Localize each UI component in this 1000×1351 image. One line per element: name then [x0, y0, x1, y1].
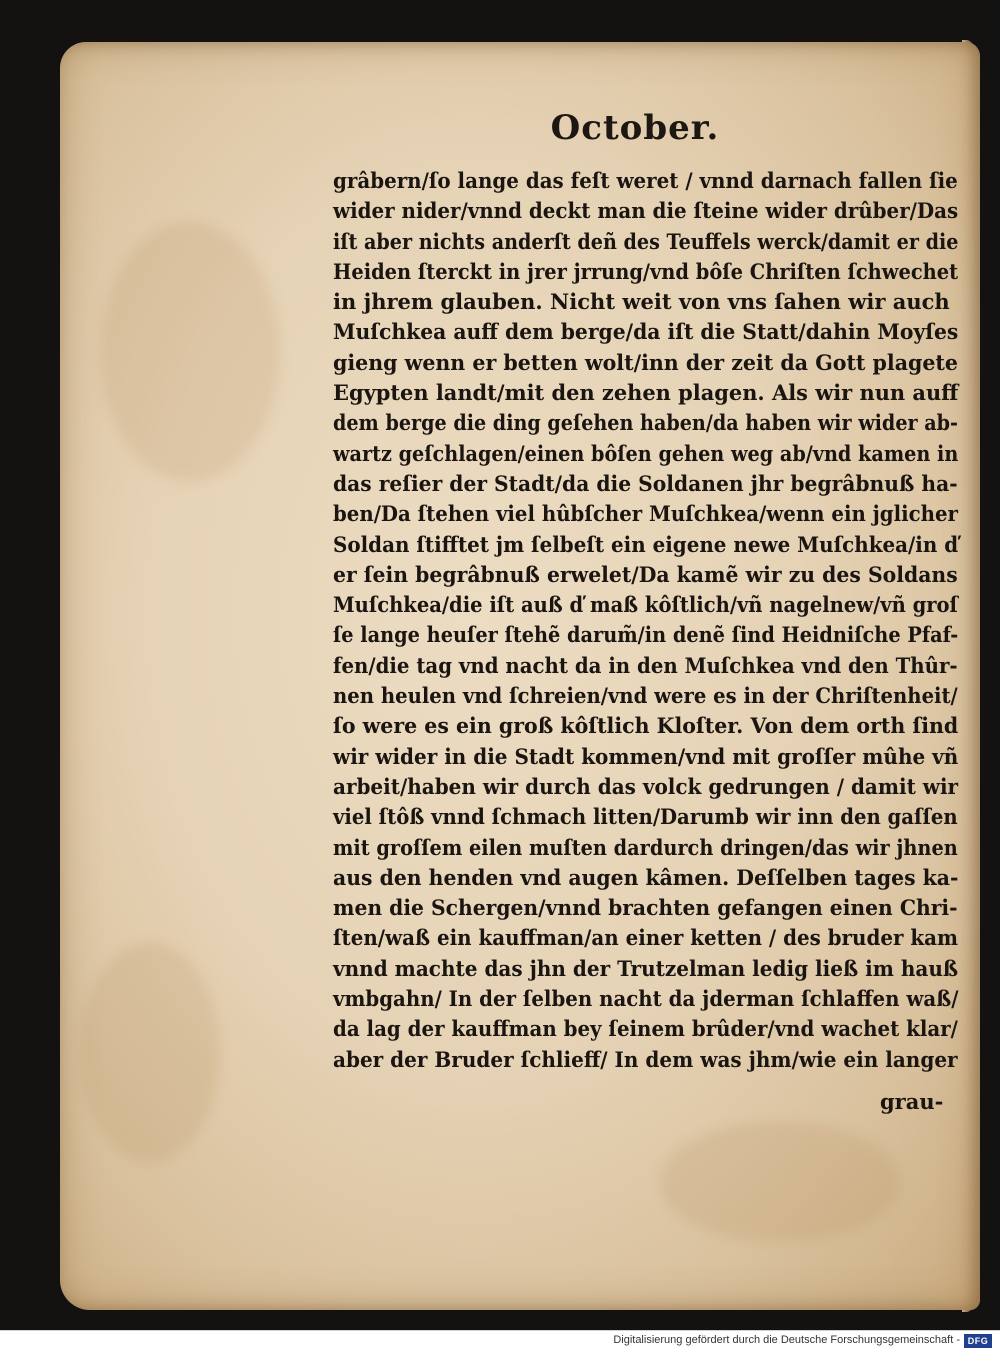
text-line: ben/Da ſtehen viel hûbſcher Muſchkea/wenn ein jglicher — [333, 501, 958, 527]
paper-stain — [660, 1122, 900, 1242]
text-line: Soldan ſtifftet jm ſelbeſt ein eigene newe Muſchkea/in ď — [333, 531, 959, 557]
text-line: fen/die tag vnd nacht da in den Muſchkea vnd den Thûr- — [333, 652, 958, 678]
text-line: Muſchkea/die iſt auß ď maß kôſtlich/vñ nagelnew/vñ groſ — [333, 592, 958, 618]
text-line: vnnd machte das jhn der Trutzelman ledig ließ im hauß — [333, 955, 959, 981]
text-line: dem berge die ding geſehen haben/da haben wir wider ab- — [333, 410, 958, 436]
text-line: das reſier der Stadt/da die Soldanen jhr begrâbnuß ha- — [333, 470, 958, 496]
text-line: aber der Bruder ſchlieff/ In dem was jhm/wie ein langer — [333, 1046, 958, 1072]
text-line: wartz geſchlagen/einen bôſen gehen weg ab/vnd kamen in — [333, 440, 959, 466]
text-line: Heiden ſterckt in jrer jrrung/vnd bôſe Chriſten ſchwechet — [333, 258, 959, 284]
paper-stain — [80, 942, 220, 1162]
text-line: ſo were es ein groß kôſtlich Kloſter. Von dem orth ſind — [333, 713, 959, 739]
body-text — [333, 166, 963, 1075]
text-line: gieng wenn er betten wolt/inn der zeit da Gott plagete — [333, 349, 958, 375]
text-line: ſten/waß ein kauffman/an einer ketten / des bruder kam — [333, 925, 958, 951]
text-line: Muſchkea auff dem berge/da iſt die Statt/dahin Moyſes — [333, 319, 959, 345]
text-line: ſe lange heuſer ſtehẽ darum̃/in denẽ ſind Heidniſche Pfaf- — [333, 622, 959, 648]
text-line: wider nider/vnnd deckt man die ſteine wider drûber/Das — [333, 198, 959, 224]
footer-credit: Digitalisierung gefördert durch die Deutsche Forschungsgemeinschaft - — [613, 1334, 960, 1346]
dfg-logo[interactable]: DFG — [964, 1334, 992, 1348]
text-line: nen heulen vnd ſchreien/vnd were es in der Chriſtenheit/ — [333, 683, 958, 709]
text-line: aus den henden vnd augen kâmen. Deſſelben tages ka- — [333, 864, 959, 890]
text-line: grâbern/ſo lange das feſt weret / vnnd darnach fallen ſie — [333, 168, 958, 193]
text-line: mit groſſem eilen muſten dardurch dringen/das wir jhnen — [333, 834, 958, 860]
text-line: vmbgahn/ In der ſelben nacht da jderman ſchlaffen waß/ — [333, 986, 959, 1012]
text-line: Egypten landt/mit den zehen plagen. Als wir nun auff — [333, 380, 959, 406]
paper-stain — [100, 222, 280, 482]
text-line: arbeit/haben wir durch das volck gedrungen / damit wir — [333, 773, 959, 799]
text-line: in jhrem glauben. Nicht weit von vns ſahen wir auch — [333, 289, 950, 315]
text-line: men die Schergen/vnnd brachten gefangen einen Chri- — [333, 895, 958, 921]
text-line: iſt aber nichts anderſt deñ des Teuffels werck/damit er die — [333, 228, 959, 254]
footer-bar — [0, 1330, 1000, 1351]
text-line: er ſein begrâbnuß erwelet/Da kamẽ wir zu des Soldans — [333, 561, 958, 587]
text-line: wir wider in die Stadt kommen/vnd mit groſſer mûhe vñ — [333, 743, 959, 769]
page-heading: October. — [550, 108, 720, 148]
text-line: da lag der kauffman bey ſeinem brûder/vnd wachet klar/ — [333, 1016, 958, 1042]
catchword: grau- — [880, 1089, 944, 1114]
text-line: viel ſtôß vnnd ſchmach litten/Darumb wir inn den gaſſen — [333, 804, 958, 830]
